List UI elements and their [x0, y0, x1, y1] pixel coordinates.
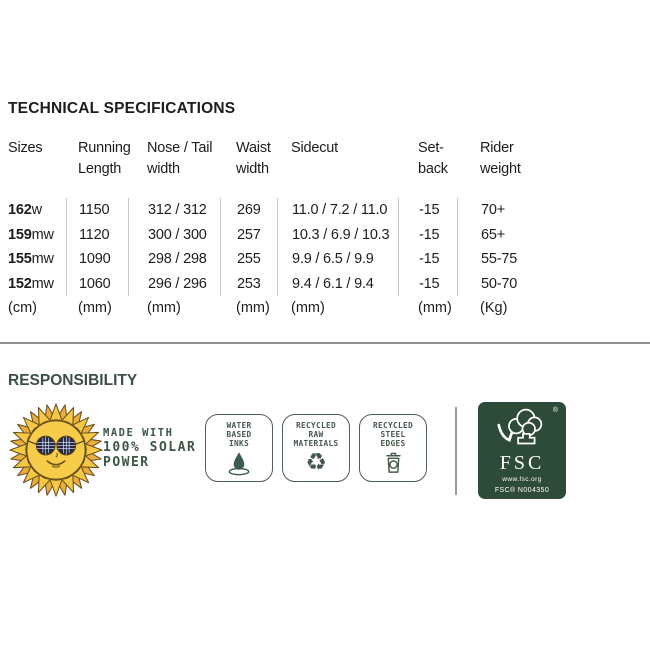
- unit-label: (mm): [147, 300, 181, 316]
- spec-column-setback: [398, 138, 457, 318]
- section-divider: [0, 342, 650, 344]
- column-header: [457, 138, 650, 198]
- spec-values: [457, 198, 650, 296]
- eco-badge-recycled-raw-materials: [282, 414, 350, 482]
- badge-label-line: INKS: [229, 439, 249, 448]
- column-header-line: Sizes: [8, 140, 43, 156]
- spec-column-nose-tail: [128, 138, 220, 318]
- badge-label-line: RECYCLED: [296, 421, 336, 430]
- size-suffix: mw: [31, 226, 54, 243]
- spec-value: 55-75: [481, 251, 518, 267]
- size-number: 155: [8, 251, 32, 267]
- spec-value: 50-70: [481, 275, 518, 292]
- size-value: [8, 198, 66, 223]
- size-value: [8, 223, 66, 248]
- badge-label-line: RECYCLED: [373, 421, 413, 430]
- column-header: [277, 138, 398, 198]
- spec-value: 253: [237, 275, 261, 292]
- column-header-line: Set-: [418, 140, 444, 156]
- fsc-license: FSC® N004350: [494, 487, 550, 494]
- solar-text-line: POWER: [103, 455, 150, 470]
- eco-badge-recycled-steel-edges: [359, 414, 427, 482]
- unit-label: (mm): [418, 300, 452, 316]
- solar-text-line: MADE WITH: [103, 427, 174, 439]
- badge-label-line: MATERIALS: [293, 439, 339, 448]
- badge-label-line: BASED: [226, 430, 252, 439]
- badges-fsc-divider: [455, 407, 457, 495]
- spec-value: 1150: [79, 202, 110, 218]
- badge-label-line: EDGES: [380, 439, 406, 448]
- spec-value: 10.3 / 6.9 / 10.3: [292, 226, 390, 243]
- column-header: [220, 138, 277, 198]
- spec-value: 257: [237, 226, 261, 243]
- column-header-line: Running: [78, 140, 131, 156]
- solar-text-line: 100% SOLAR: [103, 440, 197, 455]
- column-header-line: width: [147, 161, 180, 177]
- spec-value: 298 / 298: [148, 251, 207, 267]
- recycle-icon: ♻: [305, 448, 327, 476]
- unit-label: (mm): [236, 300, 270, 316]
- badge-label-line: STEEL: [380, 430, 406, 439]
- unit-label: (cm): [8, 300, 37, 316]
- column-header-line: back: [418, 161, 448, 177]
- solar-sun-icon: [8, 402, 104, 500]
- spec-table: [0, 138, 650, 318]
- unit-label: (Kg): [480, 300, 508, 316]
- spec-values: [398, 198, 457, 296]
- fsc-tree-logo-icon: [493, 406, 551, 452]
- size-number: 152: [8, 275, 32, 292]
- spec-value: 300 / 300: [148, 226, 207, 243]
- spec-value: -15: [419, 275, 440, 292]
- spec-column-waist: [220, 138, 277, 318]
- responsibility-title: RESPONSIBILITY: [8, 372, 138, 389]
- spec-value: 70+: [481, 202, 505, 218]
- tech-specs-title: TECHNICAL SPECIFICATIONS: [8, 100, 236, 117]
- spec-values: [0, 198, 66, 296]
- size-number: 162: [8, 202, 32, 218]
- trash-can-icon: [380, 450, 407, 481]
- fsc-label: [478, 402, 566, 499]
- size-suffix: mw: [31, 275, 54, 292]
- badge-label-line: RAW: [308, 430, 324, 439]
- fsc-brand: FSC: [499, 452, 545, 474]
- spec-value: 296 / 296: [148, 275, 207, 292]
- spec-values: [128, 198, 220, 296]
- spec-column-running-length: [66, 138, 131, 318]
- water-drop-icon: [224, 450, 254, 481]
- spec-values: [220, 198, 277, 296]
- spec-value: 255: [237, 251, 261, 267]
- unit-label: (mm): [78, 300, 112, 316]
- spec-column-rider-weight: [457, 138, 650, 318]
- spec-value: -15: [419, 226, 440, 243]
- spec-value: 9.4 / 6.1 / 9.4: [292, 275, 374, 292]
- column-header: [66, 138, 131, 198]
- column-header: [128, 138, 220, 198]
- column-header-line: Rider: [480, 140, 514, 156]
- column-header-line: Nose / Tail: [147, 140, 213, 156]
- spec-value: 9.9 / 6.5 / 9.9: [292, 251, 374, 267]
- spec-value: 11.0 / 7.2 / 11.0: [292, 202, 388, 218]
- size-suffix: w: [31, 202, 42, 218]
- size-value: [8, 247, 66, 272]
- column-header-line: width: [236, 161, 269, 177]
- badge-label-line: WATER: [226, 421, 252, 430]
- spec-value: 269: [237, 202, 261, 218]
- spec-value: 1120: [79, 226, 110, 243]
- spec-column-sizes: [0, 138, 66, 318]
- spec-value: -15: [419, 251, 440, 267]
- column-header-line: Length: [78, 161, 122, 177]
- fsc-registered-mark: ®: [552, 407, 558, 414]
- column-header-line: Sidecut: [291, 140, 338, 156]
- column-header-line: Waist: [236, 140, 271, 156]
- spec-value: 1060: [79, 275, 111, 292]
- spec-value: 1090: [79, 251, 111, 267]
- spec-column-sidecut: [277, 138, 398, 318]
- fsc-url: www.fsc.org: [502, 476, 542, 483]
- unit-label: (mm): [291, 300, 325, 316]
- size-value: [8, 272, 66, 297]
- made-with-solar-text: [103, 426, 196, 470]
- column-header: [0, 138, 66, 198]
- spec-value: 312 / 312: [148, 202, 207, 218]
- column-header: [398, 138, 457, 198]
- spec-values: [66, 198, 128, 296]
- eco-badge-water-based-inks: [205, 414, 273, 482]
- spec-value: -15: [419, 202, 440, 218]
- size-suffix: mw: [31, 251, 54, 267]
- spec-value: 65+: [481, 226, 505, 243]
- column-header-line: weight: [480, 161, 521, 177]
- size-number: 159: [8, 226, 32, 243]
- spec-values: [277, 198, 398, 296]
